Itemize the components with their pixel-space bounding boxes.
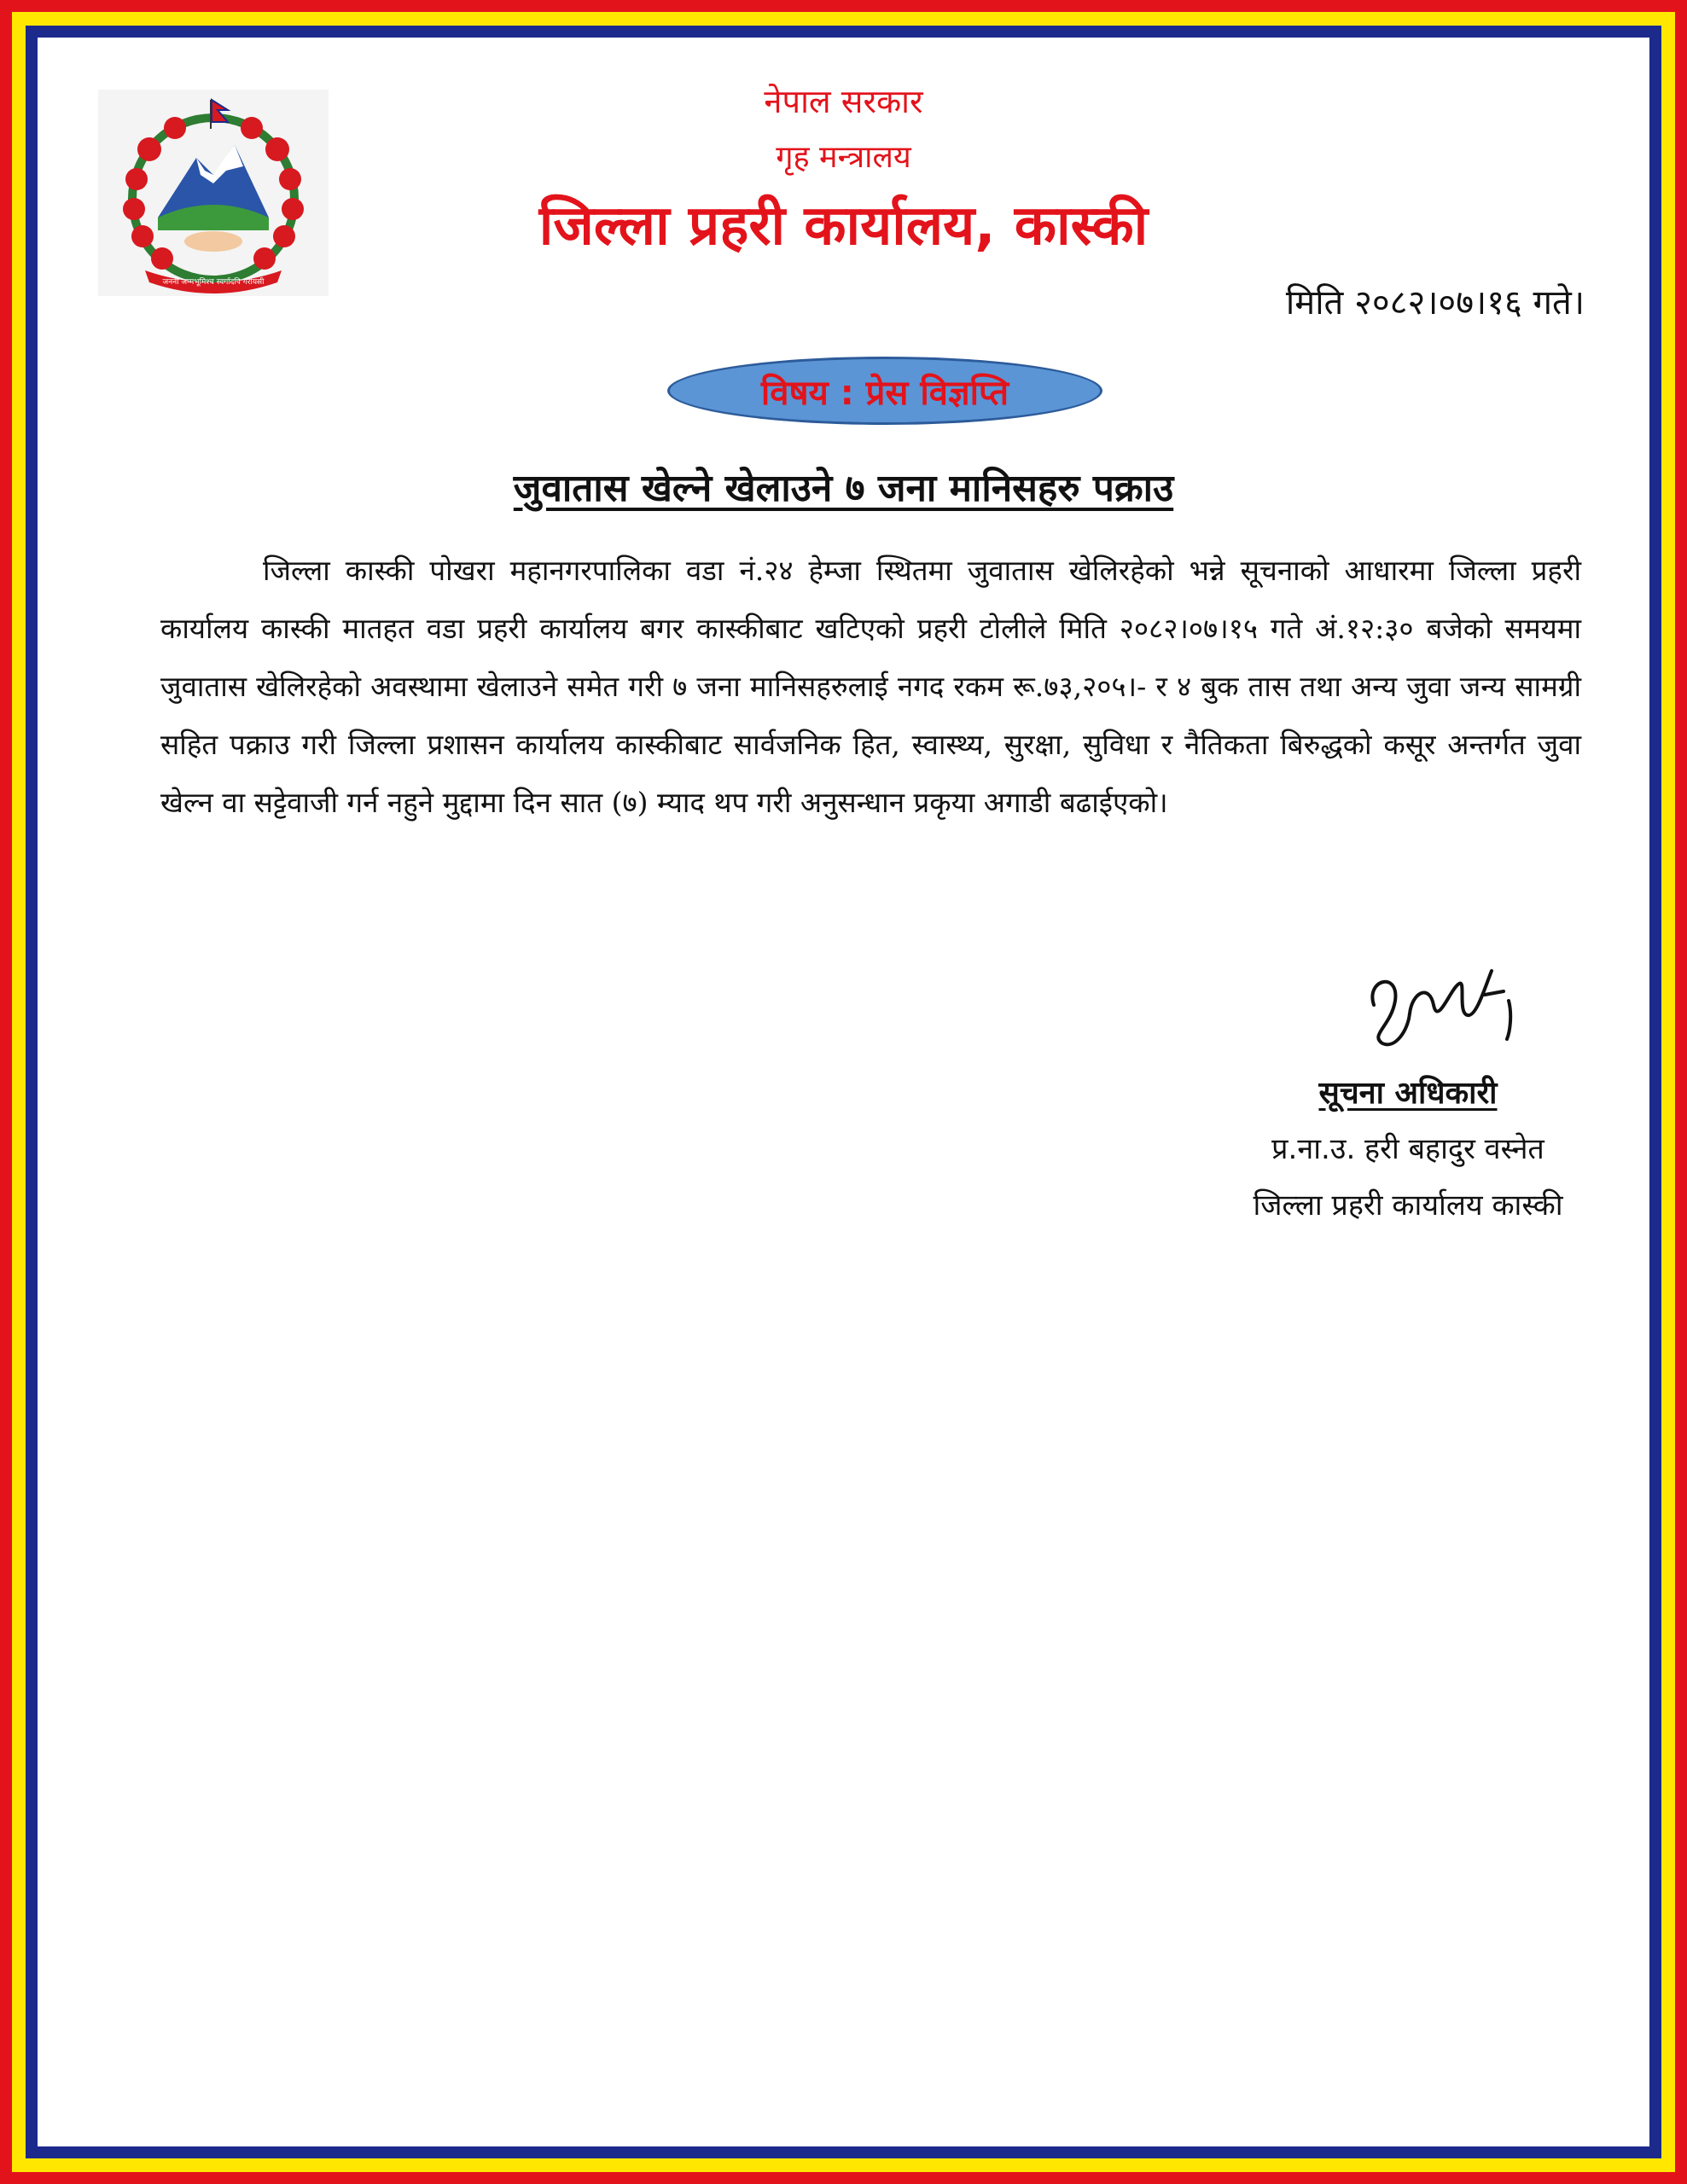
headline: जुवातास खेल्ने खेलाउने ७ जना मानिसहरु पक्राउ [513, 467, 1174, 510]
date-line: मिति २०८२।०७।१६ गते। [1285, 283, 1585, 322]
body-paragraph: जिल्ला कास्की पोखरा महानगरपालिका वडा नं.२४ हेम्जा स्थितमा जुवातास खेलिरहेको भन्ने सूचनाको आधारमा जिल्ला प्रहरी कार्यालय कास्की मातहत वडा प्रहरी कार्यालय बगर कास्कीबाट खटिएको प्रहरी टोलीले मिति २०८२।०७।१५ गते अं.१२:३० बजेको समयमा जुवातास खेलिरहेको अवस्थामा खेलाउने समेत गरी ७ जना मानिसहरुलाई नगद रकम रू.७३,२०५।- र ४ बुक तास तथा अन्य जुवा जन्य सामग्री सहित पक्राउ गरी जिल्ला प्रशासन कार्यालय कास्कीबाट सार्वजनिक हित, स्वास्थ्य, सुरक्षा, सुविधा र नैतिकता बिरुद्धको कसूर अन्तर्गत जुवा खेल्न वा सट्टेवाजी गर्न नहुने मुद्दामा दिन सात (७) म्याद थप गरी अनुसन्धान प्रकृया अगाडी बढाईएको। [160, 554, 1581, 819]
emblem-motto: जननी जन्मभूमिश्च स्वर्गादपि गरीयसी [162, 278, 265, 287]
signatory-name: प्र.ना.उ. हरी बहादुर वस्नेत [1271, 1132, 1544, 1166]
subject-badge [667, 357, 1102, 425]
government-name: नेपाल सरकार [764, 83, 923, 120]
office-title: जिल्ला प्रहरी कार्यालय, कास्की [538, 195, 1149, 258]
subject-label: विषय : प्रेस विज्ञप्ति [760, 373, 1009, 413]
ministry-name: गृह मन्त्रालय [776, 140, 911, 175]
signature-icon [1357, 954, 1527, 1060]
signatory-office: जिल्ला प्रहरी कार्यालय कास्की [1253, 1188, 1563, 1223]
signatory-title: सूचना अधिकारी [1318, 1076, 1498, 1111]
